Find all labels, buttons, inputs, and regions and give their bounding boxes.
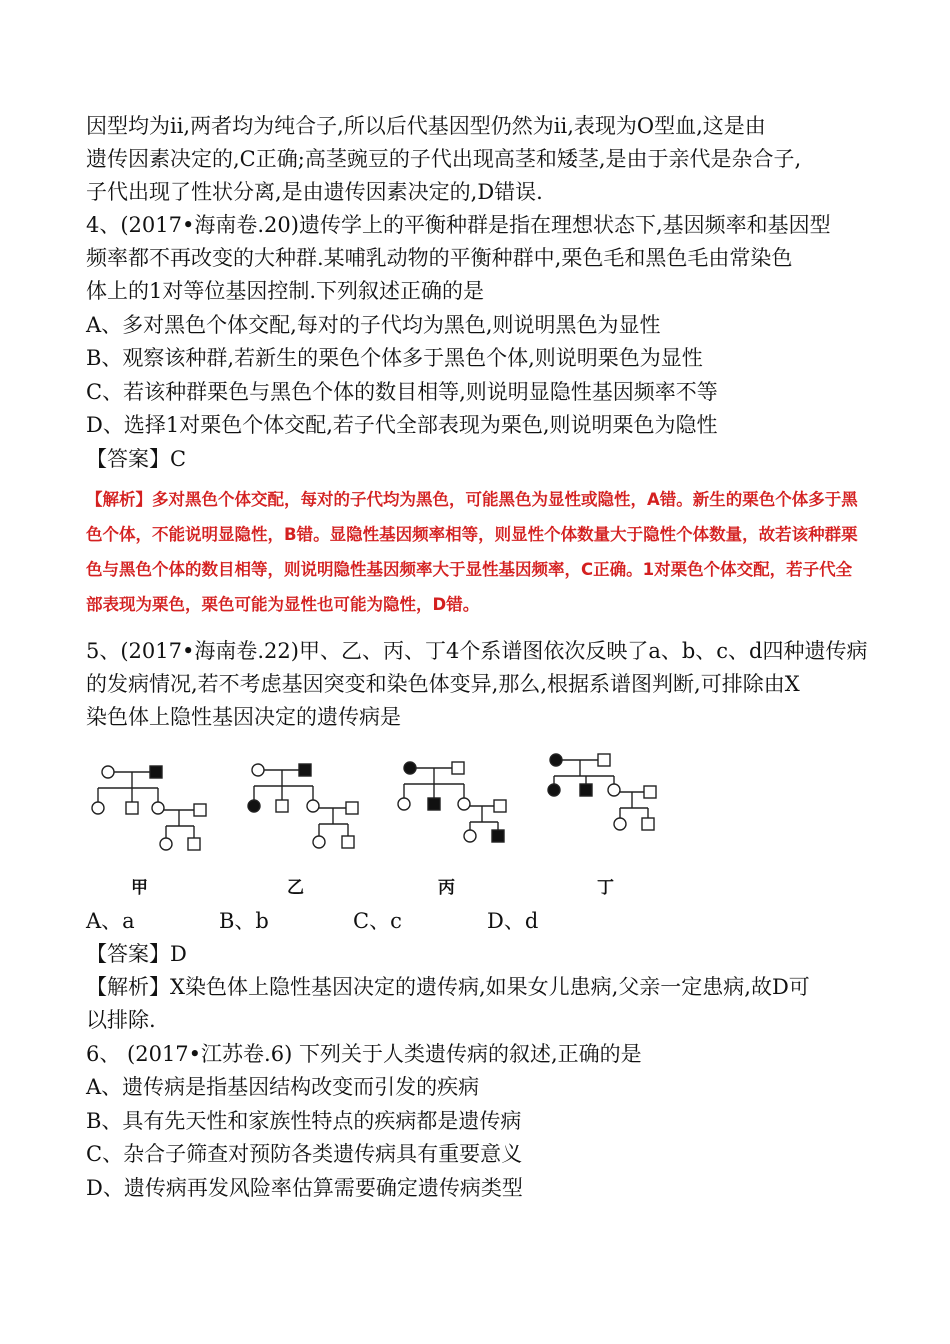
question-5-line: 的发病情况,若不考虑基因突变和染色体变异,那么,根据系谱图判断,可排除由X bbox=[86, 672, 800, 696]
question-6-line: 6、 (2017•江苏卷.6) 下列关于人类遗传病的叙述,正确的是 bbox=[86, 1042, 642, 1066]
question-4-line: 体上的1对等位基因控制.下列叙述正确的是 bbox=[86, 279, 485, 303]
answer-4: 【答案】C bbox=[86, 447, 187, 471]
q5-option-d: D、d bbox=[487, 909, 539, 933]
pedigree-label-bing: 丙 bbox=[438, 878, 455, 898]
option-b: B、观察该种群,若新生的栗色个体多于黑色个体,则说明栗色为显性 bbox=[86, 346, 703, 370]
q6-option-c: C、杂合子筛查对预防各类遗传病具有重要意义 bbox=[86, 1142, 523, 1166]
analysis-line: 色个体，不能说明显隐性，B错。显隐性基因频率相等，则显性个体数量大于隐性个体数量，故若该种群栗 bbox=[86, 525, 858, 544]
q5-option-b: B、b bbox=[219, 909, 269, 933]
option-c: C、若该种群栗色与黑色个体的数目相等,则说明显隐性基因频率不等 bbox=[86, 380, 718, 404]
q6-option-a: A、遗传病是指基因结构改变而引发的疾病 bbox=[86, 1075, 480, 1099]
text-line: 子代出现了性状分离,是由遗传因素决定的,D错误. bbox=[86, 180, 543, 204]
analysis-5-line: 以排除. bbox=[86, 1008, 156, 1032]
pedigree-yi bbox=[248, 764, 358, 848]
q5-option-a: A、a bbox=[86, 909, 135, 933]
q5-option-c: C、c bbox=[353, 909, 402, 933]
analysis-line: 色与黑色个体的数目相等，则说明隐性基因频率大于显性基因频率，C正确。1对栗色个体交配，若子代全 bbox=[86, 560, 853, 579]
analysis-line: 部表现为栗色，栗色可能为显性也可能为隐性，D错。 bbox=[86, 595, 480, 614]
pedigree-jia bbox=[92, 766, 206, 850]
text-line: 因型均为ii,两者均为纯合子,所以后代基因型仍然为ii,表现为O型血,这是由 bbox=[86, 114, 766, 138]
q6-option-b: B、具有先天性和家族性特点的疾病都是遗传病 bbox=[86, 1109, 522, 1133]
pedigree-diagrams bbox=[86, 742, 686, 860]
question-4-line: 4、(2017•海南卷.20)遗传学上的平衡种群是指在理想状态下,基因频率和基因型 bbox=[86, 213, 831, 237]
question-5-line: 染色体上隐性基因决定的遗传病是 bbox=[86, 705, 401, 729]
analysis-line: 【解析】多对黑色个体交配，每对的子代均为黑色，可能黑色为显性或隐性，A错。新生的栗色个体多于黑 bbox=[86, 490, 858, 509]
question-5-line: 5、(2017•海南卷.22)甲、乙、丙、丁4个系谱图依次反映了a、b、c、d四种遗传病 bbox=[86, 639, 868, 663]
text-line: 遗传因素决定的,C正确;高茎豌豆的子代出现高茎和矮茎,是由于亲代是杂合子, bbox=[86, 147, 802, 171]
pedigree-label-jia: 甲 bbox=[131, 878, 148, 898]
q6-option-d: D、遗传病再发风险率估算需要确定遗传病类型 bbox=[86, 1176, 523, 1200]
pedigree-ding bbox=[548, 754, 656, 830]
option-d: D、选择1对栗色个体交配,若子代全部表现为栗色,则说明栗色为隐性 bbox=[86, 413, 718, 437]
answer-5: 【答案】D bbox=[86, 942, 187, 966]
question-4-line: 频率都不再改变的大种群.某哺乳动物的平衡种群中,栗色毛和黑色毛由常染色 bbox=[86, 246, 793, 270]
pedigree-label-yi: 乙 bbox=[287, 878, 304, 898]
pedigree-bing bbox=[398, 762, 506, 842]
option-a: A、多对黑色个体交配,每对的子代均为黑色,则说明黑色为显性 bbox=[86, 313, 661, 337]
analysis-5-line: 【解析】X染色体上隐性基因决定的遗传病,如果女儿患病,父亲一定患病,故D可 bbox=[86, 975, 810, 999]
pedigree-label-ding: 丁 bbox=[597, 878, 614, 898]
